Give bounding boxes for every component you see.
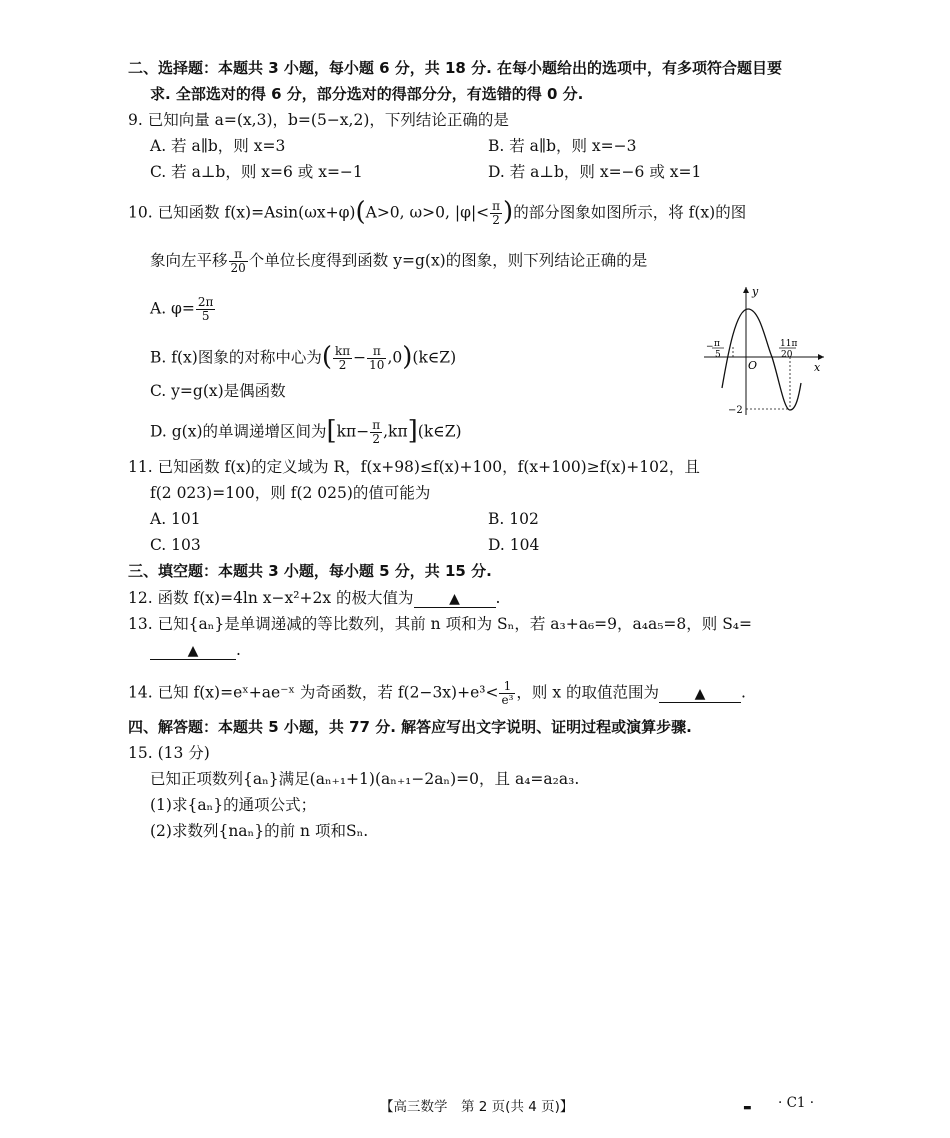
q10-option-d: D. g(x)的单调递增区间为[kπ− $\frac{\pi}{2}$ ,kπ](k∈Z): [150, 415, 462, 446]
section3-title: 三、填空题：本题共 3 小题，每小题 5 分，共 15 分.: [128, 562, 492, 580]
q12: 12. 函数 f(x)=4ln x−x²+2x 的极大值为 ▲ .: [128, 589, 501, 607]
q15-head: 15. (13 分): [128, 744, 210, 762]
y-axis-label: y: [752, 285, 759, 298]
q11-option-b: B. 102: [488, 510, 539, 528]
q10-frac-pi-over-2: $\frac{\pi}{2}$: [492, 199, 501, 227]
origin-label: O: [748, 359, 758, 372]
q9-option-d: D. 若 a⊥b，则 x=−6 或 x=1: [488, 163, 702, 181]
q14: 14. 已知 f(x)=eˣ+ae⁻ˣ 为奇函数，若 f(2−3x)+e³< $\frac{1}{\text{e³}}$ ，则 x 的取值范围为 ▲ .: [128, 679, 746, 707]
footer-mark: ▬: [743, 1103, 752, 1113]
q9-option-a: A. 若 a∥b，则 x=3: [150, 137, 286, 155]
q10-stem-tail: 的部分图象如图所示，将 f(x)的图: [513, 203, 747, 222]
q10-stem: [128, 196, 747, 227]
q15-part1: (1)求{aₙ}的通项公式；: [150, 796, 317, 814]
paper-code: · C1 ·: [778, 1095, 815, 1111]
x-axis-arrow: [818, 354, 824, 360]
right-paren: ): [503, 196, 514, 227]
q11-line1: 11. 已知函数 f(x)的定义域为 R，f(x+98)≤f(x)+100，f(x+100)≥f(x)+102，且: [128, 458, 700, 476]
q9-option-c: C. 若 a⊥b，则 x=6 或 x=−1: [150, 163, 363, 181]
right-root-den: 20: [781, 350, 793, 360]
q10-stem-func: 10. 已知函数 f(x)=Asin(ωx+φ): [128, 203, 356, 222]
y-axis-arrow: [743, 287, 749, 293]
q11-option-d: D. 104: [488, 536, 540, 554]
q10-b-frac1: $\frac{k\pi}{2}$: [334, 344, 351, 372]
q10-option-a: A. φ= $\frac{2\pi}{5}$: [150, 295, 214, 323]
q13: 13. 已知{aₙ}是单调递减的等比数列，其前 n 项和为 Sₙ，若 a₃+a₆=9，a₄a₅=8，则 S₄=: [128, 615, 753, 633]
q15-line1: 已知正项数列{aₙ}满足(aₙ₊₁+1)(aₙ₊₁−2aₙ)=0，且 a₄=a₂a₃.: [150, 770, 580, 788]
q13-answer-line: ▲ .: [150, 640, 241, 660]
q14-answer-blank[interactable]: ▲: [659, 685, 741, 703]
section2-title-line2: 求. 全部选对的得 6 分，部分选对的得部分分，有选错的得 0 分.: [150, 85, 584, 103]
q10-option-b: B. f(x)图象的对称中心为( $\frac{k\pi}{2}$ − $\frac{\pi}{10}$ ,0)(k∈Z): [150, 341, 457, 372]
function-graph: [700, 283, 830, 418]
q10-line2: 象向左平移 $\frac{\pi}{20}$ 个单位长度得到函数 y=g(x)的图象，则下列结论正确的是: [150, 247, 648, 275]
q12-answer-blank[interactable]: ▲: [414, 590, 496, 608]
left-paren: (: [355, 196, 366, 227]
right-root-num: 11π: [780, 339, 798, 349]
q9-stem: 9. 已知向量 a=(x,3)，b=(5−x,2)，下列结论正确的是: [128, 111, 509, 129]
q9-option-b: B. 若 a∥b，则 x=−3: [488, 137, 637, 155]
q11-line2: f(2 023)=100，则 f(2 025)的值可能为: [150, 484, 431, 502]
q14-frac: $\frac{1}{\text{e³}}$: [501, 679, 514, 707]
q10-a-frac: $\frac{2\pi}{5}$: [197, 295, 214, 323]
q10-b-frac2: $\frac{\pi}{10}$: [369, 344, 385, 372]
section4-title: 四、解答题：本题共 5 小题，共 77 分. 解答应写出文字说明、证明过程或演算步骤.: [128, 718, 692, 736]
left-root-num: π: [714, 339, 720, 349]
q11-option-c: C. 103: [150, 536, 201, 554]
left-root-sign: −: [706, 342, 714, 352]
section2-title-line1: 二、选择题：本题共 3 小题，每小题 6 分，共 18 分. 在每小题给出的选项中，有多项符合题目要: [128, 59, 783, 77]
q10-shift-frac: $\frac{\pi}{20}$: [230, 247, 246, 275]
q11-option-a: A. 101: [150, 510, 201, 528]
page-footer: 【高三数学 第 2 页(共 4 页)】: [380, 1099, 574, 1115]
x-axis-label: x: [814, 361, 821, 374]
left-root-den: 5: [715, 350, 721, 360]
q10-option-c: C. y=g(x)是偶函数: [150, 382, 286, 400]
q13-answer-blank[interactable]: ▲: [150, 642, 236, 660]
q10-stem-cond: A>0, ω>0, |φ|<: [365, 203, 490, 222]
q10-d-frac: $\frac{\pi}{2}$: [372, 418, 381, 446]
q15-part2: (2)求数列{naₙ}的前 n 项和Sₙ.: [150, 822, 369, 840]
min-value-label: −2: [728, 405, 743, 416]
